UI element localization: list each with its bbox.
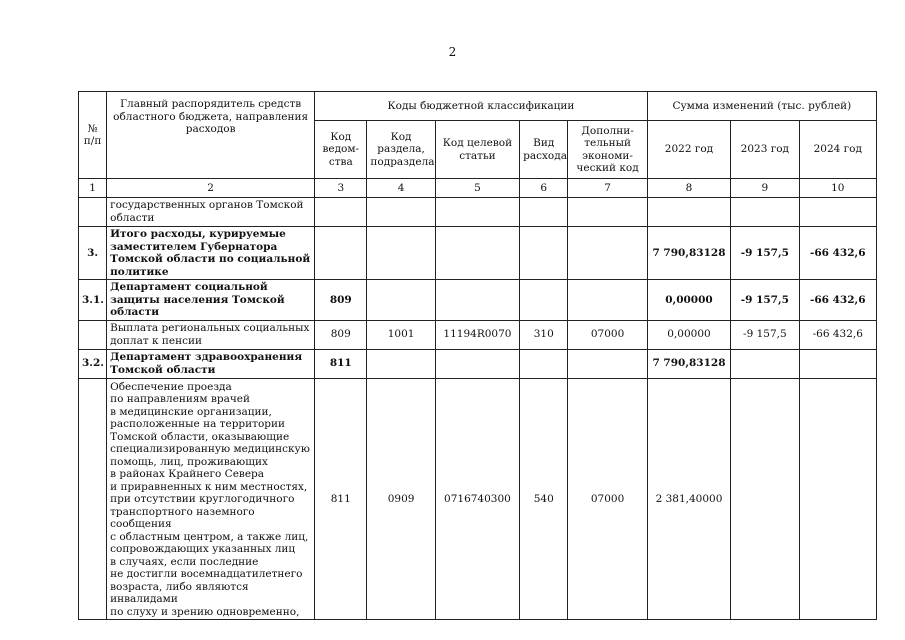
header-row-1 <box>79 92 877 121</box>
header-code-target: Код целевой статьи <box>435 121 519 179</box>
row-section <box>367 349 435 378</box>
table-row <box>79 320 877 349</box>
row-y2022: 0,00000 <box>647 320 730 349</box>
row-target <box>435 349 519 378</box>
row-name: Выплата региональных социальных доплат к пенсии <box>107 320 315 349</box>
col-number: 1 <box>79 179 107 198</box>
header-code-extra: Дополни-тельный экономи-ческий код <box>568 121 647 179</box>
header-num: № п/п <box>79 92 107 179</box>
row-dept <box>315 198 367 227</box>
row-y2024 <box>799 349 876 378</box>
row-type <box>520 227 568 280</box>
row-target: 11194R0070 <box>435 320 519 349</box>
row-extra: 07000 <box>568 320 647 349</box>
row-target <box>435 198 519 227</box>
row-extra: 07000 <box>568 378 647 620</box>
budget-changes-table <box>78 91 877 620</box>
table-row <box>79 227 877 280</box>
row-dept: 811 <box>315 349 367 378</box>
header-year-2022: 2022 год <box>647 121 730 179</box>
row-y2023 <box>731 378 799 620</box>
col-number: 10 <box>799 179 876 198</box>
row-type: 310 <box>520 320 568 349</box>
row-name: Итого расходы, курируемые заместителем Губернатора Томской области по социальной политике <box>107 227 315 280</box>
header-code-section: Код раздела, подраздела <box>367 121 435 179</box>
header-year-2024: 2024 год <box>799 121 876 179</box>
row-num <box>79 320 107 349</box>
row-section: 1001 <box>367 320 435 349</box>
row-dept: 811 <box>315 378 367 620</box>
row-type <box>520 349 568 378</box>
row-target <box>435 280 519 321</box>
header-distributor: Главный распорядитель средств областного бюджета, направления расходов <box>107 92 315 179</box>
col-number: 3 <box>315 179 367 198</box>
row-y2024 <box>799 198 876 227</box>
row-num: 3.1. <box>79 280 107 321</box>
col-number: 8 <box>647 179 730 198</box>
row-type <box>520 198 568 227</box>
row-type <box>520 280 568 321</box>
header-code-dept: Код ведом-ства <box>315 121 367 179</box>
col-number: 4 <box>367 179 435 198</box>
row-y2022: 7 790,83128 <box>647 349 730 378</box>
page-number: 2 <box>448 45 457 59</box>
header-codes-group: Коды бюджетной классификации <box>315 92 648 121</box>
row-name: Обеспечение проезда по направлениям врачей в медицинские организации, расположенные на территории Томской области, оказывающие специализированную медицинскую помощь, лиц, проживающих в районах Крайнего Севера и приравненных к ним местностях, при отсутствии круглогодичного транспортного наземного сообщения с областным центром, а также лиц, сопровождающих указанных лиц в случаях, если последние не достигли восемнадцатилетнего возраста, либо являются инвалидами по слуху и зрению одновременно, <box>107 378 315 620</box>
row-num <box>79 198 107 227</box>
row-y2024: -66 432,6 <box>799 280 876 321</box>
row-y2022: 0,00000 <box>647 280 730 321</box>
row-num: 3.2. <box>79 349 107 378</box>
table-row <box>79 378 877 620</box>
row-num <box>79 378 107 620</box>
row-y2023: -9 157,5 <box>731 280 799 321</box>
row-dept <box>315 227 367 280</box>
row-num: 3. <box>79 227 107 280</box>
row-section <box>367 280 435 321</box>
row-y2023 <box>731 198 799 227</box>
row-y2024 <box>799 378 876 620</box>
row-y2022: 7 790,83128 <box>647 227 730 280</box>
row-extra <box>568 349 647 378</box>
row-dept: 809 <box>315 320 367 349</box>
table-row <box>79 198 877 227</box>
row-name: Департамент социальной защиты населения Томской области <box>107 280 315 321</box>
row-y2023: -9 157,5 <box>731 320 799 349</box>
col-number: 6 <box>520 179 568 198</box>
header-code-type: Вид расхода <box>520 121 568 179</box>
row-dept: 809 <box>315 280 367 321</box>
row-y2024: -66 432,6 <box>799 320 876 349</box>
row-y2022: 2 381,40000 <box>647 378 730 620</box>
header-year-2023: 2023 год <box>731 121 799 179</box>
row-extra <box>568 280 647 321</box>
col-number: 9 <box>731 179 799 198</box>
row-target: 0716740300 <box>435 378 519 620</box>
row-y2023: -9 157,5 <box>731 227 799 280</box>
col-number: 7 <box>568 179 647 198</box>
row-section <box>367 198 435 227</box>
col-number: 2 <box>107 179 315 198</box>
row-y2022 <box>647 198 730 227</box>
row-y2023 <box>731 349 799 378</box>
table-row <box>79 349 877 378</box>
row-section: 0909 <box>367 378 435 620</box>
row-extra <box>568 227 647 280</box>
row-name: государственных органов Томской области <box>107 198 315 227</box>
table-row <box>79 280 877 321</box>
row-type: 540 <box>520 378 568 620</box>
row-name: Департамент здравоохранения Томской области <box>107 349 315 378</box>
column-number-row <box>79 179 877 198</box>
col-number: 5 <box>435 179 519 198</box>
header-sum-group: Сумма изменений (тыс. рублей) <box>647 92 876 121</box>
row-target <box>435 227 519 280</box>
row-extra <box>568 198 647 227</box>
row-y2024: -66 432,6 <box>799 227 876 280</box>
row-section <box>367 227 435 280</box>
